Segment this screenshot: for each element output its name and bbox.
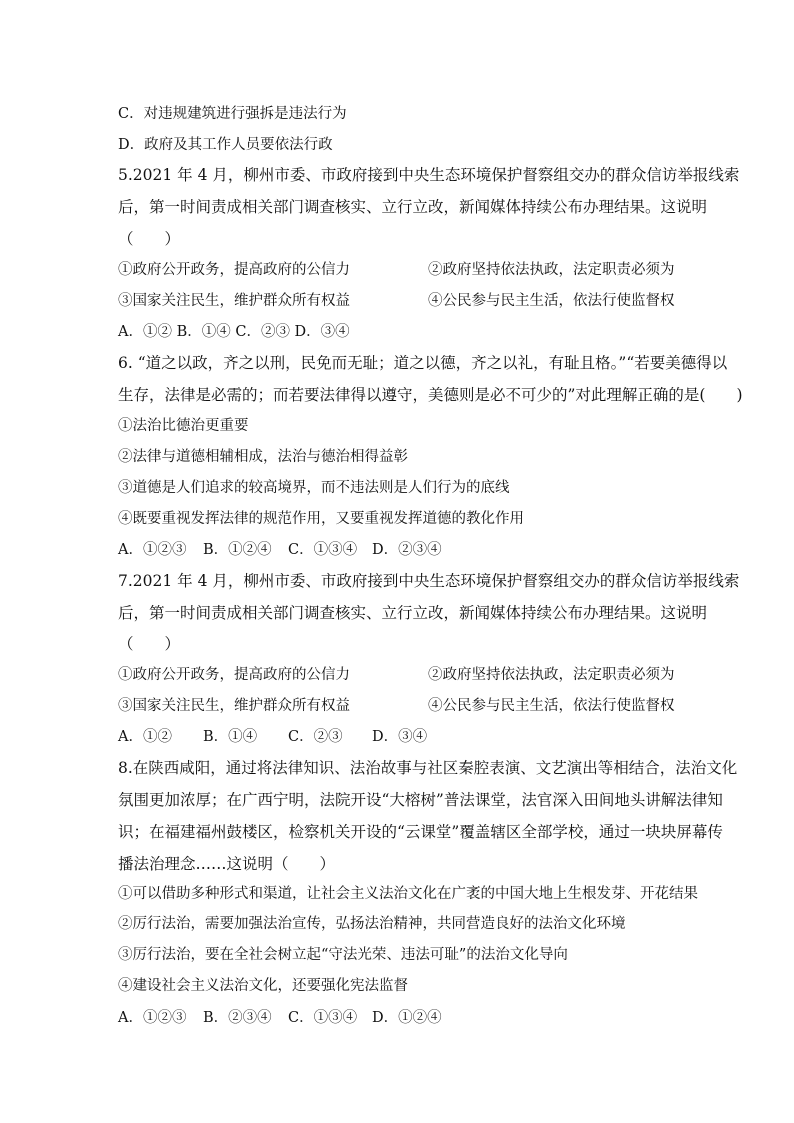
q8-item-3: ③厉行法治，要在全社会树立起“守法光荣、违法可耻”的法治文化导向: [118, 947, 568, 963]
q8-option-d: D．①②④: [372, 1010, 442, 1026]
q5-item-3: ③国家关注民生，维护群众所有权益: [118, 293, 350, 309]
q6-item-3: ③道德是人们追求的较高境界，而不违法则是人们行为的底线: [118, 480, 510, 496]
q8-item-1: ①可以借助多种形式和渠道，让社会主义法治文化在广袤的中国大地上生根发芽、开花结果: [118, 886, 698, 902]
q5-options: A．①② B．①④ C．②③ D．③④: [118, 324, 350, 340]
q5-answer-paren: （ ）: [118, 230, 181, 248]
q8-stem-line4: 播法治理念……这说明（ ）: [118, 855, 336, 873]
q6-item-1: ①法治比德治更重要: [118, 418, 249, 434]
q7-option-a: A．①②: [118, 729, 172, 745]
q5-stem-line2: 后，第一时间责成相关部门调查核实、立行立改，新闻媒体持续公布办理结果。这说明: [118, 198, 708, 216]
q7-item-3: ③国家关注民生，维护群众所有权益: [118, 698, 350, 714]
q4-option-c: C．对违规建筑进行强拆是违法行为: [118, 106, 347, 122]
q7-item-4: ④公民参与民主生活，依法行使监督权: [428, 698, 675, 714]
q8-stem-line1: 8.在陕西咸阳，通过将法律知识、法治故事与社区秦腔表演、文艺演出等相结合，法治文化: [118, 759, 738, 777]
q7-option-b: B．①④: [203, 729, 258, 745]
q6-item-4: ④既要重视发挥法律的规范作用，又要重视发挥道德的教化作用: [118, 511, 524, 527]
q6-stem-line1: 6. “道之以政，齐之以刑，民免而无耻；道之以德，齐之以礼，有耻且格。”“若要美德得以: [118, 354, 728, 372]
q7-item-2: ②政府坚持依法执政，法定职责必须为: [428, 667, 675, 683]
q5-item-2: ②政府坚持依法执政，法定职责必须为: [428, 262, 675, 278]
q8-options: [118, 1008, 442, 1028]
q5-item-1: ①政府公开政务，提高政府的公信力: [118, 262, 350, 278]
q7-answer-paren: （ ）: [118, 635, 181, 653]
q8-stem-line2: 氛围更加浓厚；在广西宁明，法院开设“大榕树”普法课堂，法官深入田间地头讲解法律知: [118, 791, 723, 809]
q8-option-b: B．②③④: [203, 1010, 272, 1026]
q6-option-a: A．①②③: [118, 542, 187, 558]
q7-option-c: C．②③: [288, 729, 343, 745]
q5-stem-line1: 5.2021 年 4 月，柳州市委、市政府接到中央生态环境保护督察组交办的群众信访举报线索: [118, 166, 740, 184]
q8-option-c: C．①③④: [288, 1010, 358, 1026]
q6-options: [118, 540, 442, 560]
q7-stem-line2: 后，第一时间责成相关部门调查核实、立行立改，新闻媒体持续公布办理结果。这说明: [118, 604, 708, 622]
q7-options: [118, 727, 427, 747]
q6-stem-line2: 生存，法律是必需的；而若要法律得以遵守，美德则是必不可少的”对此理解正确的是( ): [118, 386, 743, 404]
q6-option-c: C．①③④: [288, 542, 358, 558]
q8-item-4: ④建设社会主义法治文化，还要强化宪法监督: [118, 978, 408, 994]
q7-stem-line1: 7.2021 年 4 月，柳州市委、市政府接到中央生态环境保护督察组交办的群众信访举报线索: [118, 572, 740, 590]
q6-option-d: D．②③④: [372, 542, 442, 558]
q5-item-4: ④公民参与民主生活，依法行使监督权: [428, 293, 675, 309]
q8-option-a: A．①②③: [118, 1010, 187, 1026]
q7-option-d: D．③④: [372, 729, 428, 745]
q4-option-d: D．政府及其工作人员要依法行政: [118, 137, 333, 153]
q6-option-b: B．①②④: [203, 542, 272, 558]
q6-item-2: ②法律与道德相辅相成，法治与德治相得益彰: [118, 449, 408, 465]
q8-item-2: ②厉行法治，需要加强法治宣传，弘扬法治精神，共同营造良好的法治文化环境: [118, 916, 626, 932]
q8-stem-line3: 识；在福建福州鼓楼区，检察机关开设的“云课堂”覆盖辖区全部学校，通过一块块屏幕传: [118, 823, 723, 841]
q7-item-1: ①政府公开政务，提高政府的公信力: [118, 667, 350, 683]
